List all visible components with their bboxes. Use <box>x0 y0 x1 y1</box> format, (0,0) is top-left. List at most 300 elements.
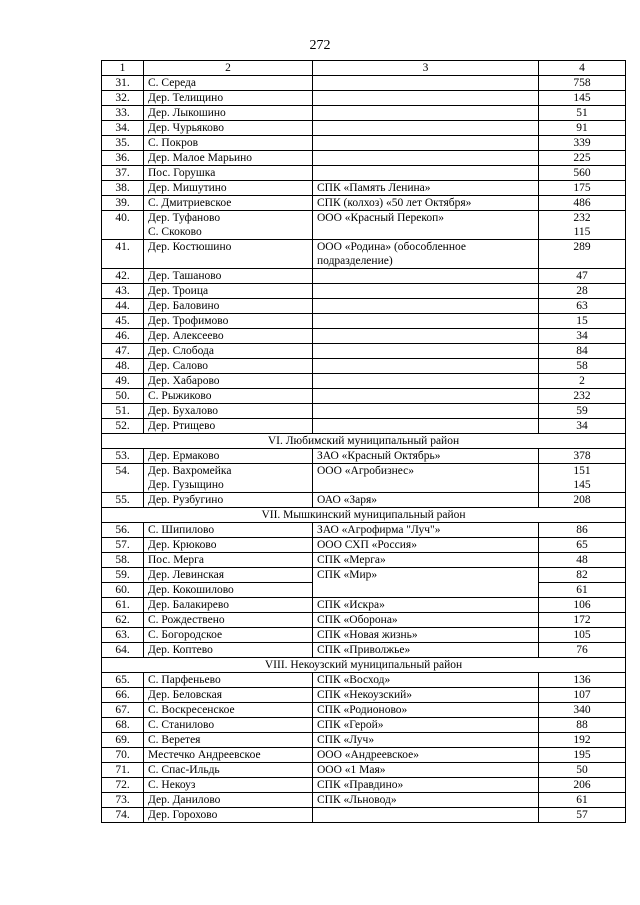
population-value: 63 <box>576 300 588 312</box>
row-number: 44. <box>102 299 144 314</box>
population-cell <box>539 493 626 508</box>
population-value: 107 <box>573 689 591 701</box>
population-cell <box>539 538 626 553</box>
row-number: 51. <box>102 404 144 419</box>
header-cell: 1 <box>102 61 144 76</box>
settlement-cell <box>144 151 313 166</box>
population-value: 15 <box>576 315 588 327</box>
row-number: 45. <box>102 314 144 329</box>
settlement-cell <box>144 568 313 583</box>
settlement-cell <box>144 404 313 419</box>
population-cell <box>539 643 626 658</box>
settlement-cell <box>144 299 313 314</box>
row-number: 73. <box>102 793 144 808</box>
settlement-cell <box>144 211 313 240</box>
table-row <box>102 464 626 493</box>
settlement-name: Дер. Ташаново <box>148 270 222 282</box>
organization-cell <box>313 166 539 181</box>
table-row <box>102 733 626 748</box>
organization-cell: СПК (колхоз) «50 лет Октября» <box>313 196 539 211</box>
table-row <box>102 106 626 121</box>
organization-cell: ЗАО «Красный Октябрь» <box>313 449 539 464</box>
population-cell <box>539 404 626 419</box>
settlement-cell <box>144 329 313 344</box>
population-value: 61 <box>576 584 588 596</box>
population-cell <box>539 449 626 464</box>
organization-cell: СПК «Восход» <box>313 673 539 688</box>
organization-cell: ООО «Агробизнес» <box>313 464 539 493</box>
population-cell <box>539 314 626 329</box>
settlement-cell <box>144 748 313 763</box>
settlement-cell <box>144 733 313 748</box>
settlement-cell <box>144 121 313 136</box>
population-cell <box>539 464 626 493</box>
settlement-cell <box>144 284 313 299</box>
settlement-name: Пос. Мерга <box>148 554 204 566</box>
row-number: 39. <box>102 196 144 211</box>
row-number: 37. <box>102 166 144 181</box>
settlement-name: С. Парфеньево <box>148 674 221 686</box>
population-value: 378 <box>573 450 591 462</box>
page-number: 272 <box>309 38 331 53</box>
settlement-name: Местечко Андреевское <box>148 749 261 761</box>
settlement-name: Дер. Салово <box>148 360 209 372</box>
settlement-cell <box>144 628 313 643</box>
settlement-name: Дер. Горохово <box>148 809 218 821</box>
settlement-cell <box>144 419 313 434</box>
row-number: 52. <box>102 419 144 434</box>
population-value: 84 <box>576 345 588 357</box>
row-number: 60. <box>102 583 144 598</box>
population-value: 232 <box>573 390 591 402</box>
table-row <box>102 121 626 136</box>
population-cell <box>539 106 626 121</box>
population-cell <box>539 778 626 793</box>
table-row <box>102 314 626 329</box>
settlement-cell <box>144 449 313 464</box>
settlement-name: Дер. Туфаново <box>148 212 221 224</box>
population-cell <box>539 553 626 568</box>
settlement-cell <box>144 763 313 778</box>
settlement-cell <box>144 181 313 196</box>
settlement-name: Дер. Кокошилово <box>148 584 234 596</box>
organization-cell: СПК «Искра» <box>313 598 539 613</box>
population-cell <box>539 748 626 763</box>
settlement-cell <box>144 613 313 628</box>
population-value: 59 <box>576 405 588 417</box>
row-number: 62. <box>102 613 144 628</box>
organization-cell <box>313 106 539 121</box>
settlement-cell <box>144 703 313 718</box>
population-cell <box>539 628 626 643</box>
table-row <box>102 523 626 538</box>
population-value: 289 <box>573 241 591 253</box>
settlement-name: С. Середа <box>148 77 196 89</box>
population-value: 115 <box>573 226 591 238</box>
table-header-row <box>102 61 626 76</box>
table-row <box>102 91 626 106</box>
settlement-name: Дер. Лыкошино <box>148 107 226 119</box>
header-cell: 4 <box>539 61 626 76</box>
settlement-cell <box>144 374 313 389</box>
population-value: 2 <box>579 375 585 387</box>
population-value: 136 <box>573 674 591 686</box>
population-value: 208 <box>573 494 591 506</box>
table-row <box>102 808 626 823</box>
population-value: 34 <box>576 420 588 432</box>
population-value: 151 <box>573 465 591 477</box>
population-value: 225 <box>573 152 591 164</box>
settlement-cell <box>144 688 313 703</box>
population-value: 339 <box>573 137 591 149</box>
settlement-cell <box>144 808 313 823</box>
population-cell <box>539 583 626 598</box>
table-row <box>102 613 626 628</box>
organization-cell: СПК «Оборона» <box>313 613 539 628</box>
population-value: 76 <box>576 644 588 656</box>
settlement-name: Дер. Ртищево <box>148 420 216 432</box>
table-row <box>102 404 626 419</box>
settlement-name: Дер. Данилово <box>148 794 221 806</box>
settlement-name: Дер. Алексеево <box>148 330 224 342</box>
settlement-name: Дер. Бухалово <box>148 405 219 417</box>
settlement-cell <box>144 553 313 568</box>
population-cell <box>539 733 626 748</box>
row-number: 68. <box>102 718 144 733</box>
table-row <box>102 748 626 763</box>
organization-cell: СПК «Приволжье» <box>313 643 539 658</box>
table-row <box>102 718 626 733</box>
row-number: 55. <box>102 493 144 508</box>
organization-cell: СПК «Мир» <box>313 568 539 598</box>
row-number: 42. <box>102 269 144 284</box>
settlement-cell <box>144 76 313 91</box>
population-value: 758 <box>573 77 591 89</box>
organization-cell: ООО «Андреевское» <box>313 748 539 763</box>
settlement-name: Дер. Рузбугино <box>148 494 224 506</box>
population-cell <box>539 166 626 181</box>
table-row <box>102 703 626 718</box>
settlement-name: С. Скоково <box>148 226 202 238</box>
organization-cell: СПК «Льновод» <box>313 793 539 808</box>
settlement-name: Дер. Малое Марьино <box>148 152 253 164</box>
settlement-name: Дер. Костюшино <box>148 241 232 253</box>
table-row <box>102 166 626 181</box>
organization-cell: ООО «1 Мая» <box>313 763 539 778</box>
settlements-table <box>101 60 626 823</box>
settlement-cell <box>144 718 313 733</box>
row-number: 43. <box>102 284 144 299</box>
settlement-name: Дер. Трофимово <box>148 315 229 327</box>
organization-cell <box>313 136 539 151</box>
population-cell <box>539 76 626 91</box>
settlement-cell <box>144 240 313 269</box>
population-value: 192 <box>573 734 591 746</box>
table-row <box>102 778 626 793</box>
row-number: 67. <box>102 703 144 718</box>
table-row <box>102 493 626 508</box>
settlement-name: С. Спас-Ильдь <box>148 764 220 776</box>
table-row <box>102 553 626 568</box>
organization-cell <box>313 284 539 299</box>
row-number: 40. <box>102 211 144 240</box>
population-cell <box>539 196 626 211</box>
population-cell <box>539 688 626 703</box>
settlement-name: Дер. Телищино <box>148 92 224 104</box>
organization-cell <box>313 314 539 329</box>
table-row <box>102 449 626 464</box>
settlement-cell <box>144 389 313 404</box>
table-row <box>102 628 626 643</box>
population-cell <box>539 299 626 314</box>
population-value: 65 <box>576 539 588 551</box>
organization-cell <box>313 329 539 344</box>
settlement-cell <box>144 269 313 284</box>
row-number: 59. <box>102 568 144 583</box>
table-row <box>102 419 626 434</box>
population-cell <box>539 673 626 688</box>
table-row <box>102 643 626 658</box>
settlement-name: Дер. Вахромейка <box>148 465 232 477</box>
population-cell <box>539 359 626 374</box>
population-cell <box>539 763 626 778</box>
population-cell <box>539 793 626 808</box>
settlement-name: С. Шипилово <box>148 524 215 536</box>
settlement-name: С. Дмитриевское <box>148 197 232 209</box>
table-row <box>102 196 626 211</box>
settlement-cell <box>144 359 313 374</box>
row-number: 33. <box>102 106 144 121</box>
settlement-cell <box>144 314 313 329</box>
row-number: 31. <box>102 76 144 91</box>
table-row <box>102 136 626 151</box>
row-number: 41. <box>102 240 144 269</box>
organization-cell <box>313 91 539 106</box>
settlement-cell <box>144 778 313 793</box>
row-number: 74. <box>102 808 144 823</box>
settlement-cell <box>144 464 313 493</box>
row-number: 34. <box>102 121 144 136</box>
settlement-cell <box>144 673 313 688</box>
organization-cell <box>313 374 539 389</box>
settlement-name: Дер. Хабарово <box>148 375 220 387</box>
organization-cell: ООО «Родина» (обособленное подразделение) <box>313 240 539 269</box>
population-value: 61 <box>576 794 588 806</box>
settlement-name: С. Рождествено <box>148 614 225 626</box>
population-cell <box>539 374 626 389</box>
population-cell <box>539 419 626 434</box>
population-value: 91 <box>576 122 588 134</box>
organization-cell: ООО СХП «Россия» <box>313 538 539 553</box>
organization-cell: СПК «Новая жизнь» <box>313 628 539 643</box>
table-row <box>102 538 626 553</box>
population-value: 206 <box>573 779 591 791</box>
row-number: 48. <box>102 359 144 374</box>
population-value: 560 <box>573 167 591 179</box>
table-row <box>102 344 626 359</box>
row-number: 54. <box>102 464 144 493</box>
row-number: 38. <box>102 181 144 196</box>
organization-cell <box>313 404 539 419</box>
row-number: 32. <box>102 91 144 106</box>
settlement-cell <box>144 196 313 211</box>
population-value: 48 <box>576 554 588 566</box>
population-value: 195 <box>573 749 591 761</box>
table-row <box>102 598 626 613</box>
row-number: 58. <box>102 553 144 568</box>
row-number: 63. <box>102 628 144 643</box>
table-row <box>102 329 626 344</box>
table-row <box>102 374 626 389</box>
organization-cell <box>313 299 539 314</box>
row-number: 72. <box>102 778 144 793</box>
organization-cell: ООО «Красный Перекоп» <box>313 211 539 240</box>
population-cell <box>539 269 626 284</box>
row-number: 65. <box>102 673 144 688</box>
row-number: 57. <box>102 538 144 553</box>
settlement-cell <box>144 538 313 553</box>
section-title: VII. Мышкинский муниципальный район <box>102 508 626 523</box>
population-cell <box>539 523 626 538</box>
header-cell: 3 <box>313 61 539 76</box>
settlement-cell <box>144 344 313 359</box>
population-cell <box>539 389 626 404</box>
row-number: 46. <box>102 329 144 344</box>
population-cell <box>539 329 626 344</box>
table-row <box>102 389 626 404</box>
population-cell <box>539 91 626 106</box>
settlement-name: С. Некоуз <box>148 779 196 791</box>
settlement-name: С. Воскресенское <box>148 704 235 716</box>
settlement-name: Дер. Баловино <box>148 300 220 312</box>
population-cell <box>539 181 626 196</box>
population-value: 145 <box>573 92 591 104</box>
row-number: 56. <box>102 523 144 538</box>
population-cell <box>539 703 626 718</box>
organization-cell: СПК «Герой» <box>313 718 539 733</box>
table-row <box>102 240 626 269</box>
population-cell <box>539 613 626 628</box>
row-number: 61. <box>102 598 144 613</box>
table-row <box>102 763 626 778</box>
population-value: 232 <box>573 212 591 224</box>
organization-cell: СПК «Память Ленина» <box>313 181 539 196</box>
settlement-name: Пос. Горушка <box>148 167 216 179</box>
population-value: 50 <box>576 764 588 776</box>
population-value: 34 <box>576 330 588 342</box>
organization-cell: СПК «Луч» <box>313 733 539 748</box>
table-row <box>102 568 626 583</box>
table-row <box>102 299 626 314</box>
population-cell <box>539 151 626 166</box>
organization-cell: СПК «Родионово» <box>313 703 539 718</box>
settlement-name: Дер. Левинская <box>148 569 225 581</box>
population-value: 51 <box>576 107 588 119</box>
population-cell <box>539 808 626 823</box>
header-cell: 2 <box>144 61 313 76</box>
settlement-name: С. Станилово <box>148 719 215 731</box>
population-cell <box>539 211 626 240</box>
table-row <box>102 181 626 196</box>
organization-cell <box>313 151 539 166</box>
settlement-cell <box>144 583 313 598</box>
settlement-cell <box>144 106 313 121</box>
population-value: 57 <box>576 809 588 821</box>
settlement-cell <box>144 136 313 151</box>
settlement-name: С. Веретея <box>148 734 201 746</box>
settlement-name: Дер. Ермаково <box>148 450 220 462</box>
settlement-cell <box>144 643 313 658</box>
settlement-name: Дер. Беловская <box>148 689 223 701</box>
table-row <box>102 151 626 166</box>
settlement-cell <box>144 523 313 538</box>
population-value: 58 <box>576 360 588 372</box>
organization-cell <box>313 121 539 136</box>
population-cell <box>539 718 626 733</box>
settlement-name: Дер. Гузыщино <box>148 479 224 491</box>
row-number: 35. <box>102 136 144 151</box>
population-value: 28 <box>576 285 588 297</box>
settlement-cell <box>144 793 313 808</box>
population-value: 86 <box>576 524 588 536</box>
row-number: 70. <box>102 748 144 763</box>
population-value: 340 <box>573 704 591 716</box>
population-cell <box>539 240 626 269</box>
organization-cell: СПК «Правдино» <box>313 778 539 793</box>
population-cell <box>539 136 626 151</box>
settlement-name: Дер. Крюково <box>148 539 217 551</box>
organization-cell <box>313 269 539 284</box>
settlement-name: Дер. Чурьяково <box>148 122 224 134</box>
population-value: 175 <box>573 182 591 194</box>
settlement-name: С. Рыжиково <box>148 390 212 402</box>
settlement-name: С. Покров <box>148 137 198 149</box>
settlement-name: Дер. Балакирево <box>148 599 229 611</box>
settlement-name: Дер. Троица <box>148 285 209 297</box>
population-cell <box>539 121 626 136</box>
settlement-name: Дер. Мишутино <box>148 182 227 194</box>
settlement-cell <box>144 91 313 106</box>
organization-cell <box>313 344 539 359</box>
table-row <box>102 211 626 240</box>
settlement-name: Дер. Коптево <box>148 644 213 656</box>
organization-cell: СПК «Некоузский» <box>313 688 539 703</box>
organization-cell <box>313 76 539 91</box>
settlement-name: С. Богородское <box>148 629 223 641</box>
organization-cell: ОАО «Заря» <box>313 493 539 508</box>
section-title: VIII. Некоузский муниципальный район <box>102 658 626 673</box>
row-number: 36. <box>102 151 144 166</box>
row-number: 69. <box>102 733 144 748</box>
table-row <box>102 359 626 374</box>
row-number: 71. <box>102 763 144 778</box>
settlement-cell <box>144 166 313 181</box>
population-value: 145 <box>573 479 591 491</box>
population-value: 486 <box>573 197 591 209</box>
settlement-cell <box>144 598 313 613</box>
population-value: 106 <box>573 599 591 611</box>
table-row <box>102 269 626 284</box>
section-header-row <box>102 508 626 523</box>
row-number: 49. <box>102 374 144 389</box>
organization-cell: СПК «Мерга» <box>313 553 539 568</box>
table-row <box>102 284 626 299</box>
table-row <box>102 793 626 808</box>
organization-cell <box>313 359 539 374</box>
row-number: 50. <box>102 389 144 404</box>
row-number: 66. <box>102 688 144 703</box>
population-value: 88 <box>576 719 588 731</box>
